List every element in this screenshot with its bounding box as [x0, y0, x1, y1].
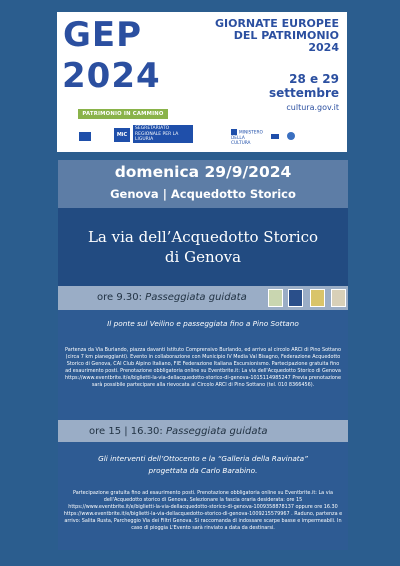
ministry-logo — [231, 129, 264, 145]
dates-line-2: settembre — [268, 86, 339, 100]
gep-logo-text: GEP — [63, 15, 143, 55]
session-2-subtitle — [58, 453, 348, 477]
region-logo: SEGRETARIATO REGIONALE PER LA LIGURIA — [133, 125, 193, 143]
event-title-line-1: La via dell’Acquedotto Storico — [87, 228, 319, 246]
partner-logos — [268, 289, 348, 308]
session-1-subtitle: Il ponte sul Veilino e passeggiata fino a Pino Sottano — [107, 319, 299, 328]
session-2-heading — [89, 425, 268, 438]
session-2-label: Passeggiata guidata — [165, 426, 268, 437]
session-1-body: Partenza da Via Burlando, piazza davanti Istituto Comprensivo Burlando, ed arrivo al circolo ARCI di Pino Sottano (circa 7 km pianeggianti). Evento in collaborazione con Municipio IV Media Val Bisagno, Federazione Acquedotto Storico di Genova, CAI Club Alpino Italiano, FIE Federazione Italiana Escursionismo. Partecipazione gratuita fino ad esaurimento posti. Prenotazione obbligatoria online su Eventbrite.it: La via dell'Acquedotto Storico di Genova https://www.eventbrite.it/e/biglietti-la-via-dellacquedotto-storico-di-genova-1015114985247 Previa prenotazione sarà possibile partecipare alla rievocata al Circolo ARCI di Pino Sottano (tel. 010 8366456). — [64, 347, 342, 388]
eu-flag-small-icon — [271, 134, 279, 139]
municipio-crest-icon — [268, 289, 283, 307]
ministry-logo-text: MINISTERO DELLA CULTURA — [231, 130, 263, 146]
acquedotto-logo-icon — [331, 289, 346, 307]
session-1-time: ore 9.30: — [97, 292, 142, 303]
title-line-1: GIORNATE EUROPEE — [214, 17, 339, 30]
dates-line-1: 28 e 29 — [289, 72, 339, 86]
title-line-2: DEL PATRIMONIO — [233, 29, 339, 42]
title-line-3: 2024 — [308, 41, 339, 54]
event-series-title — [215, 18, 339, 54]
session-1-heading — [97, 291, 247, 304]
session-2-subtitle-line-1: Gli interventi dell’Ottocento e la “Galleria della Ravinata” — [98, 454, 308, 463]
mic-logo-icon — [114, 128, 130, 142]
fie-logo-icon — [310, 289, 325, 307]
event-day: domenica 29/9/2024 — [114, 163, 292, 181]
mic-logo-text: MiC — [116, 132, 128, 138]
session-2-subtitle-line-2: progettata da Carlo Barabino. — [148, 466, 258, 475]
council-of-europe-icon — [287, 132, 295, 140]
cai-logo-icon — [288, 289, 303, 307]
event-place: Genova | Acquedotto Storico — [110, 187, 296, 201]
session-2-body: Partecipazione gratuita fino ad esaurimento posti. Prenotazione obbligatoria online su Eventbrite.it: La via dell'Acquedotto storico di Genova. Selezionare la fascia oraria desiderata: ore 15 https://www.eventbrite.it/e/biglietti-la-via-dellacquedotto-storico-di-genova-1009358878137 oppure ore 16.30 https://www.eventbrite.it/e/biglietti-la-via-dellacquedotto-storico-di-genova-1009215579967 . Raduno, partenza e arrivo: Salita Rusta, Parcheggio Via dei Filtri Genova. Si raccomanda di indossare scarpe basse e impermeabili. In caso di pioggia L'Evento sarà rinviato a data da destinarsi. — [63, 490, 343, 531]
gep-year: 2024 — [62, 56, 161, 96]
session-1-label: Passeggiata guidata — [145, 292, 247, 303]
header-card — [57, 12, 347, 152]
eu-flag-icon — [79, 132, 91, 141]
site-url[interactable]: cultura.gov.it — [286, 103, 339, 112]
event-title — [58, 227, 348, 267]
event-dates — [269, 72, 339, 100]
tagline-badge: PATRIMONIO IN CAMMINO — [78, 109, 168, 119]
ministry-emblem-icon — [231, 129, 237, 135]
event-title-line-2: di Genova — [164, 248, 242, 266]
session-2-time: ore 15 | 16.30: — [89, 426, 163, 437]
